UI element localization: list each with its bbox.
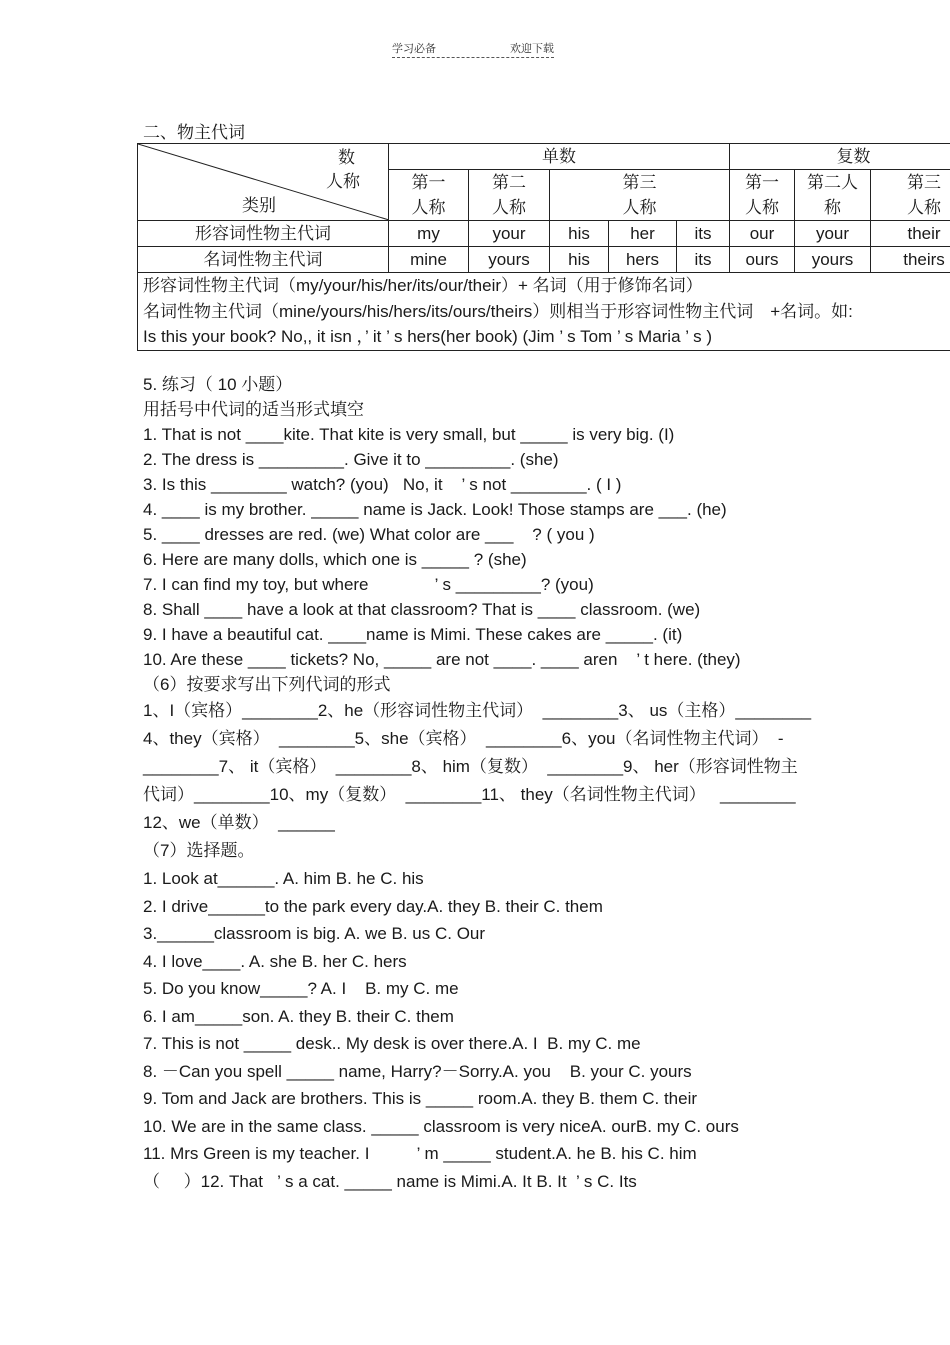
exercise-item: 2. The dress is _________. Give it to _________. (she) — [143, 450, 559, 469]
exercise-item: 1. That is not ____kite. That kite is very small, but _____ is very big. (I) — [143, 425, 675, 444]
exercise-item: 8. Shall ____ have a look at that classroom? That is ____ classroom. (we) — [143, 600, 701, 619]
exercise-item: 4. I love____. A. she B. her C. hers — [143, 951, 407, 971]
table-cell: your — [795, 221, 871, 247]
exercise-item: 3. Is this ________ watch? (you) No, it ’ s not ________. ( I ) — [143, 475, 622, 494]
exercise-item: 7. This is not _____ desk.. My desk is over there.A. I B. my C. me — [143, 1034, 641, 1053]
table-cell: their — [871, 221, 950, 247]
exercise-item: 5. ____ dresses are red. (we) What color are ___ ? ( you ) — [143, 525, 595, 544]
exercise-item: 7. I can find my toy, but where ’ s _________? (you) — [143, 575, 594, 594]
note-line: 名词性物主代词（mine/yours/his/hers/its/ours/theirs）则相当于形容词性物主代词 +名词。如: — [143, 301, 853, 321]
exercise-item: 8. －Can you spell _____ name, Harry?－Sorry.A. you B. your C. yours — [143, 1061, 692, 1081]
exercise-item: 6. Here are many dolls, which one is _____ ? (she) — [143, 550, 527, 569]
exercise-item: 9. Tom and Jack are brothers. This is _____ room.A. they B. them C. their — [143, 1089, 698, 1108]
exercise-heading: 5. 练习（ 10 小题） — [143, 375, 293, 394]
exercise-item: 6. I am_____son. A. they B. their C. them — [143, 1006, 454, 1026]
diag-label-category: 类别 — [242, 196, 276, 215]
exercise-item: 9. I have a beautiful cat. ____name is Mimi. These cakes are _____. (it) — [143, 625, 683, 644]
table-cell: your — [469, 221, 550, 247]
header-plural: 复数 — [730, 144, 950, 170]
table-cell: his — [550, 221, 609, 247]
header-singular: 单数 — [389, 144, 730, 170]
table-row — [138, 221, 950, 247]
page-header — [392, 40, 554, 58]
pronoun-table — [137, 143, 950, 351]
exercise-instruction: 用括号中代词的适当形式填空 — [143, 400, 364, 419]
table-cell: ours — [730, 247, 795, 273]
table-cell: his — [550, 247, 609, 273]
diag-label-number: 数 — [338, 148, 355, 167]
table-cell: mine — [389, 247, 469, 273]
row-label: 名词性物主代词 — [138, 247, 389, 273]
exercise-item: 2. I drive______to the park every day.A. they B. their C. them — [143, 896, 603, 916]
section-title: 二、物主代词 — [143, 123, 245, 142]
table-cell: theirs — [871, 247, 950, 273]
table-cell: our — [730, 221, 795, 247]
exercise-heading: （6）按要求写出下列代词的形式 — [143, 675, 391, 694]
exercise-item: （ ）12. That ’ s a cat. _____ name is Mimi.A. It B. It ’ s C. Its — [143, 1171, 637, 1191]
header-right: 欢迎下载 — [510, 43, 554, 55]
note-line: 形容词性物主代词（my/your/his/her/its/our/their）+ 名词（用于修饰名词） — [143, 276, 703, 295]
table-cell: her — [609, 221, 677, 247]
exercise-item: ________7、 it（宾格） ________8、 him（复数） ________9、 her（形容词性物主 — [143, 757, 798, 776]
exercise-item: 5. Do you know_____? A. I B. my C. me — [143, 979, 459, 998]
header-second-person: 第二 人称 — [469, 170, 550, 221]
exercise-item: 4、they（宾格） ________5、she（宾格） ________6、you（名词性物主代词） - — [143, 729, 784, 748]
table-notes — [138, 273, 950, 351]
note-line: Is this your book? No,, it isn ，’ it ’ s hers(her book) (Jim ’ s Tom ’ s Maria ’ s ) — [143, 327, 713, 346]
table-cell: its — [677, 221, 730, 247]
exercise-item: 10. Are these ____ tickets? No, _____ are not ____. ____ aren ’ t here. (they) — [143, 650, 741, 669]
exercise-item: 1、I（宾格）________2、he（形容词性物主代词） ________3、 us（主格）________ — [143, 701, 812, 720]
exercise-section — [143, 372, 843, 1195]
table-row — [138, 247, 950, 273]
table-cell: yours — [795, 247, 871, 273]
table-cell: its — [677, 247, 730, 273]
header-plural-third: 第三 人称 — [871, 170, 950, 221]
header-third-person: 第三 人称 — [550, 170, 730, 221]
exercise-item: 代词）________10、my（复数） ________11、 they（名词性物主代词） ________ — [143, 785, 796, 804]
exercise-item: 1. Look at______. A. him B. he C. his — [143, 869, 424, 888]
header-first-person: 第一 人称 — [389, 170, 469, 221]
table-cell: my — [389, 221, 469, 247]
exercise-item: 4. ____ is my brother. _____ name is Jack. Look! Those stamps are ___. (he) — [143, 500, 727, 519]
row-label: 形容词性物主代词 — [138, 221, 389, 247]
diag-label-person: 人称 — [326, 172, 360, 191]
table-cell: hers — [609, 247, 677, 273]
header-plural-first: 第一 人称 — [730, 170, 795, 221]
exercise-item: 10. We are in the same class. _____ classroom is very niceA. ourB. my C. ours — [143, 1116, 739, 1136]
table-diagonal-header — [138, 144, 389, 221]
exercise-item: 3.______classroom is big. A. we B. us C. Our — [143, 924, 486, 943]
exercise-heading: （7）选择题。 — [143, 841, 255, 860]
header-plural-second: 第二人 称 — [795, 170, 871, 221]
table-cell: yours — [469, 247, 550, 273]
exercise-item: 11. Mrs Green is my teacher. I ’ m _____ student.A. he B. his C. him — [143, 1144, 697, 1163]
exercise-item: 12、we（单数） ______ — [143, 813, 335, 832]
header-left: 学习必备 — [392, 43, 436, 55]
